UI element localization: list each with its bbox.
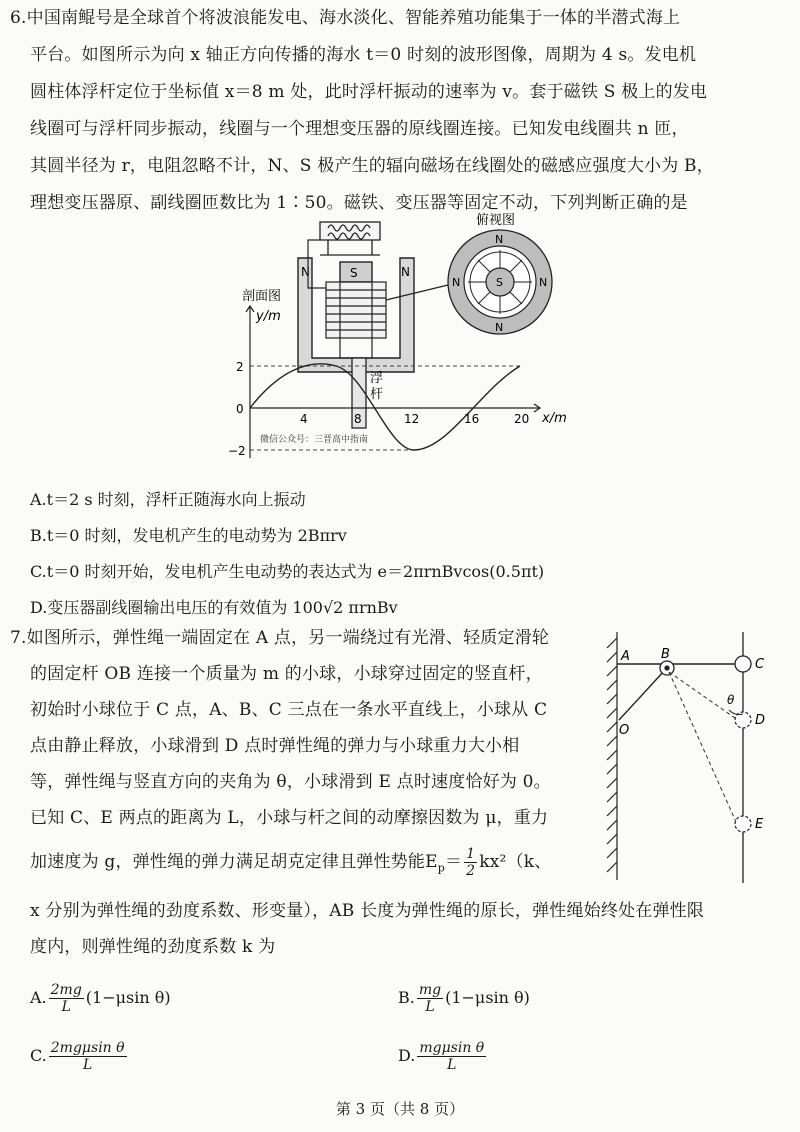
top-pole-n-bottom: N	[495, 321, 504, 334]
y-tick-0: 0	[236, 402, 244, 416]
q6-option-c[interactable]: C.t＝0 时刻开始，发电机产生电动势的表达式为 e＝2πrnBvcos(0.5πt)	[30, 562, 545, 581]
q7-line-3: 初始时小球位于 C 点，A、B、C 三点在一条水平直线上，小球从 C	[30, 700, 548, 720]
watermark: 微信公众号：三晋高中指南	[260, 435, 369, 445]
top-pole-s: S	[496, 276, 503, 289]
point-o: O	[619, 723, 630, 738]
top-view-label: 俯视图	[476, 213, 516, 228]
ball-c	[735, 656, 751, 672]
q7-line-7-sub: p	[437, 861, 445, 875]
half-num: 1	[466, 846, 476, 862]
half-fraction	[464, 846, 477, 879]
q7-line-7-prefix: 加速度为 g，弹性绳的弹力满足胡克定律且弹性势能E	[30, 852, 438, 872]
y-tick-2: 2	[236, 360, 244, 374]
q7-option-d-letter: D.	[398, 1046, 416, 1065]
q7-option-c[interactable]	[30, 1040, 129, 1073]
q7-option-b-tail: (1−μsin θ)	[445, 988, 530, 1007]
q7-option-c-num: 2mgμsin θ	[50, 1040, 125, 1056]
pole-n-right: N	[401, 265, 410, 279]
point-b: B	[661, 647, 670, 662]
q7-line-7-eq: ＝	[444, 852, 463, 872]
q6-line-4: 线圈可与浮杆同步振动，线圈与一个理想变压器的原线圈连接。已知发电线圈共 n 匝，	[30, 119, 689, 139]
x-tick-16: 16	[464, 412, 480, 426]
top-pole-n-left: N	[452, 276, 461, 289]
x-tick-20: 20	[514, 412, 530, 426]
q7-line-8: x 分别为弹性绳的劲度系数、形变量），AB 长度为弹性绳的原长，弹性绳始终处在弹性限	[30, 901, 705, 921]
q7-line-5: 等，弹性绳与竖直方向的夹角为 θ，小球滑到 E 点时速度恰好为 0。	[30, 772, 551, 792]
page-footer: 第 3 页（共 8 页）	[335, 1100, 465, 1118]
point-e: E	[755, 817, 764, 832]
q7-line-7	[30, 846, 551, 880]
q6-line-1: 6.中国南鲲号是全球首个将波浪能发电、海水淡化、智能养殖功能集于一体的半潜式海上	[10, 8, 681, 28]
top-pole-n-right: N	[539, 276, 548, 289]
wall	[607, 632, 617, 880]
q6-option-b[interactable]: B.t＝0 时刻，发电机产生的电动势为 2Bπrv	[30, 526, 347, 545]
q7-option-a-num: 2mg	[50, 982, 82, 998]
top-pole-n-top: N	[495, 233, 504, 246]
pulley	[660, 661, 674, 675]
q7-option-c-frac	[49, 1040, 127, 1073]
x-tick-8: 8	[354, 412, 362, 426]
q7-option-a-letter: A.	[30, 988, 47, 1007]
ball-e	[735, 816, 751, 832]
q6-line-5: 其圆半径为 r，电阻忽略不计，N、S 极产生的辐向磁场在线圈处的磁感应强度大小为 B，	[30, 156, 714, 176]
q6-line-3: 圆柱体浮杆定位于坐标值 x＝8 m 处，此时浮杆振动的速率为 v。套于磁铁 S 极上的发电	[30, 82, 708, 102]
q7-option-a-frac	[49, 982, 84, 1015]
y-tick-neg2: −2	[228, 444, 246, 458]
y-axis-label: y/m	[256, 309, 281, 324]
q6-figure	[200, 210, 580, 470]
float-label-1: 浮	[370, 371, 384, 386]
q7-option-c-den: L	[83, 1057, 93, 1073]
pole-n-left: N	[301, 265, 310, 279]
q7-option-d-frac	[417, 1040, 486, 1073]
q7-line-2: 的固定杆 OB 连接一个质量为 m 的小球，小球穿过固定的竖直杆，	[30, 664, 543, 684]
q7-line-1: 7.如图所示，弹性绳一端固定在 A 点，另一端绕过有光滑、轻质定滑轮	[10, 628, 550, 648]
q7-option-a-den: L	[61, 999, 71, 1015]
q7-option-c-letter: C.	[30, 1046, 47, 1065]
coil	[326, 282, 386, 358]
point-c: C	[755, 657, 765, 672]
q7-option-a-tail: (1−μsin θ)	[85, 988, 171, 1007]
q6-option-a[interactable]: A.t＝2 s 时刻，浮杆正随海水向上振动	[30, 490, 306, 509]
q7-line-4: 点由静止释放，小球滑到 D 点时弹性绳的弹力与小球重力大小相	[30, 736, 520, 756]
q7-option-d-num: mgμsin θ	[419, 1040, 485, 1056]
q7-line-9: 度内，则弹性绳的劲度系数 k 为	[30, 937, 276, 957]
q6-option-d[interactable]: D.变压器副线圈输出电压的有效值为 100√2 πrnBv	[30, 598, 398, 617]
rope-and-rod	[617, 664, 735, 720]
half-den: 2	[466, 863, 476, 879]
x-tick-4: 4	[300, 412, 308, 426]
point-a: A	[621, 649, 630, 664]
q7-option-b-frac	[417, 982, 443, 1015]
q6-line-6: 理想变压器原、副线圈匝数比为 1∶50。磁铁、变压器等固定不动，下列判断正确的是	[30, 193, 688, 213]
float-label-2: 杆	[370, 387, 384, 402]
q7-option-d[interactable]	[398, 1040, 488, 1073]
x-axis-label: x/m	[542, 411, 567, 426]
q7-line-7-suffix: kx²（k、	[479, 852, 552, 872]
q7-figure	[595, 628, 785, 888]
q6-line-2: 平台。如图所示为向 x 轴正方向传播的海水 t＝0 时刻的波形图像，周期为 4 s。发电机	[30, 45, 697, 65]
pole-s: S	[350, 266, 358, 280]
q7-option-b-den: L	[425, 999, 435, 1015]
q7-option-b[interactable]	[398, 982, 530, 1015]
x-tick-12: 12	[404, 412, 420, 426]
angle-theta: θ	[727, 693, 735, 707]
section-label: 剖面图	[242, 289, 282, 304]
q7-option-b-letter: B.	[398, 988, 415, 1007]
q7-option-a[interactable]	[30, 982, 171, 1015]
q7-line-6: 已知 C、E 两点的距离为 L，小球与杆之间的动摩擦因数为 μ，重力	[30, 808, 549, 828]
q7-option-b-num: mg	[418, 982, 442, 998]
transformer-core	[320, 222, 380, 255]
point-d: D	[755, 713, 766, 728]
q7-option-d-den: L	[447, 1057, 457, 1073]
